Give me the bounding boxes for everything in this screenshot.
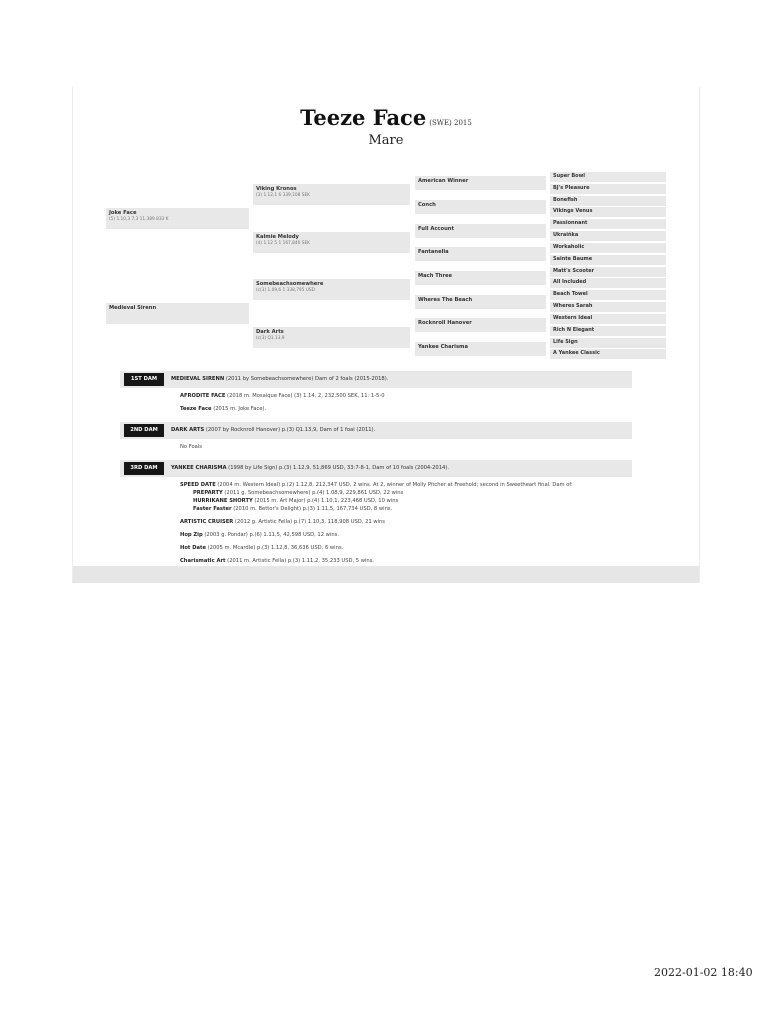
offspring-desc: (2005 m. Mcardle) p.(3) 1.12,8, 36,636 USD, 6 wins. [206,545,344,551]
ancestor-name: All Included [553,279,587,285]
ancestor-name: Life Sign [553,339,578,345]
offspring-name: SPEED DATE [180,482,216,488]
ancestor-record: (5) 1.10,3 7,3 11.389.833 K [109,217,169,222]
ancestor-name: American Winner [418,178,469,184]
dam-description: (2007 by Rocknroll Hanover) p.(3) Q1.13,9, Dam of 1 foal (2011). [204,427,376,433]
ancestor-name: Matt's Scooter [553,268,595,274]
ancestor-name: Fantanella [418,249,449,255]
pedigree-gen4[interactable] [550,278,666,288]
print-timestamp: 2022-01-02 18:40 [654,966,753,979]
pedigree-gen4[interactable] [550,290,666,300]
pedigree-gen4[interactable] [550,219,666,229]
horse-title [73,105,699,130]
ancestor-name: Dark Arts [256,329,284,335]
pedigree-gen4[interactable] [550,172,666,182]
ancestor-name: Sainte Baume [553,256,593,262]
dam-row-2 [120,422,632,439]
pedigree-gen3[interactable] [415,176,546,190]
offspring-entry [193,490,403,496]
ancestor-name: Rich N Elegant [553,327,595,333]
ancestor-name: Workaholic [553,244,585,250]
pedigree-dam[interactable] [106,303,249,324]
pedigree-gen4[interactable] [550,196,666,206]
dam-name: DARK ARTS [171,427,205,433]
pedigree-gen4[interactable] [550,326,666,336]
offspring-entry [180,393,385,399]
pedigree-gen3[interactable] [415,295,546,309]
ancestor-name: Passionnant [553,220,588,226]
offspring-entry [193,498,398,504]
ancestor-name: Beach Towel [553,291,588,297]
offspring-entry [180,532,339,538]
ancestor-name: BJ's Pleasure [553,185,590,191]
pedigree-gen4[interactable] [550,314,666,324]
horse-meta: (SWE) 2015 [429,119,472,127]
ancestor-name: Somebeachsomewhere [256,281,324,287]
ancestor-name: Wheres The Beach [418,297,473,303]
pedigree-gen3[interactable] [415,224,546,238]
horse-name: Teeze Face [300,105,427,130]
ancestor-record: (3) 1.12,1 6 339,108 SEK [256,193,310,198]
pedigree-gen4[interactable] [550,267,666,277]
pedigree-gen4[interactable] [550,231,666,241]
pedigree-gen3[interactable] [415,247,546,261]
ancestor-name: Wheres Sarah [553,303,593,309]
dam-row-1 [120,371,632,388]
offspring-desc: (2011 g. Somebeachsomewhere) p.(4) 1.08,9, 229,861 USD, 22 wins [222,490,404,496]
pedigree-gen4[interactable] [550,302,666,312]
pedigree-gen4[interactable] [550,255,666,265]
ancestor-record: (c(3) 1.09,6 1 338,795 USD [256,288,315,293]
dam-summary [171,465,449,471]
pedigree-gen3[interactable] [415,342,546,356]
ancestor-name: Medieval Sirenn [109,305,157,311]
ancestor-name: Ukraińka [553,232,579,238]
horse-sex: Mare [368,133,404,148]
ancestor-name: A Yankee Classic [553,350,600,356]
offspring-name: Charismatic Art [180,558,226,564]
pedigree-grandparent[interactable] [253,279,410,300]
offspring-entry [180,444,202,450]
ancestor-name: Vikings Venus [553,208,593,214]
ancestor-name: Full Account [418,226,454,232]
ancestor-name: Joke Face [109,210,137,216]
pedigree-grandparent[interactable] [253,184,410,205]
pedigree-sire[interactable] [106,208,249,229]
offspring-desc: (2018 m. Mosaique Face) (3) 1.14, 2, 232,500 SEK, 11: 1-5-0 [225,393,385,399]
offspring-name: HURRIKANE SHORTY [193,498,253,504]
dam-label: 3RD DAM [124,462,164,475]
dam-label: 2ND DAM [124,424,164,437]
dam-summary [171,427,375,433]
dam-summary [171,376,388,382]
offspring-name: Teeze Face [180,406,212,412]
dam-description: (2011 by Somebeachsomewhere) Dam of 2 foals (2015-2018). [224,376,389,382]
offspring-entry [180,545,343,551]
ancestor-name: Rocknroll Hanover [418,320,472,326]
offspring-desc: (2015 m. Art Major) p.(4) 1.10,1, 223,468 USD, 10 wins [252,498,399,504]
offspring-name: ARTISTIC CRUISER [180,519,234,525]
dam-name: MEDIEVAL SIRENN [171,376,225,382]
offspring-desc: (2010 m. Bettor's Delight) p.(3) 1.11,5, 167,734 USD, 8 wins. [231,506,393,512]
offspring-desc: (2011 m. Artistic Fella) p.(3) 1.11,2, 35,233 USD, 5 wins. [225,558,375,564]
dam-label: 1ST DAM [124,373,164,386]
ancestor-record: (c(3) Q1.13,9 [256,336,285,341]
offspring-name: Hop Zip [180,532,203,538]
offspring-name: PREPARTY [193,490,223,496]
offspring-entry [193,506,392,512]
ancestor-name: Western Ideal [553,315,593,321]
ancestor-name: Kalmie Melody [256,234,299,240]
offspring-entry [180,519,385,525]
ancestor-name: Viking Kronos [256,186,297,192]
page-footer-band [73,566,699,583]
offspring-name: Faster Faster [193,506,232,512]
offspring-name: Hot Date [180,545,206,551]
pedigree-gen4[interactable] [550,207,666,217]
ancestor-name: Yankee Charisma [418,344,468,350]
offspring-desc: (2012 g. Artistic Fella) p.(7) 1.10,3, 118,908 USD, 21 wins [233,519,385,525]
pedigree-gen4[interactable] [550,243,666,253]
ancestor-name: Conch [418,202,436,208]
pedigree-gen4[interactable] [550,338,666,348]
pedigree-grandparent[interactable] [253,232,410,253]
pedigree-gen3[interactable] [415,200,546,214]
pedigree-gen3[interactable] [415,271,546,285]
offspring-desc: (2004 m. Western Ideal) p.(2) 1.12,8, 212,347 USD, 2 wins. At 2, winner of Molly Pitcher at Freehold; second in Sweetheart final. Dam of: [215,482,573,488]
offspring-entry [180,406,266,412]
ancestor-name: Bonefish [553,197,578,203]
ancestor-name: Mach Three [418,273,453,279]
pedigree-sheet [72,87,700,583]
dam-description: (1998 by Life Sign) p.(3) 1.12,9, 51,869 USD, 33:7-8-1, Dam of 10 foals (2004-2014). [226,465,449,471]
ancestor-name: Super Bowl [553,173,585,179]
pedigree-gen3[interactable] [415,318,546,332]
ancestor-record: (4) 1.12 5 1 167,840 SEK [256,241,310,246]
offspring-name: AFRODITE FACE [180,393,226,399]
dam-row-3 [120,460,632,477]
pedigree-gen4[interactable] [550,349,666,359]
pedigree-grandparent[interactable] [253,327,410,348]
dam-name: YANKEE CHARISMA [171,465,227,471]
pedigree-gen4[interactable] [550,184,666,194]
offspring-desc: (2015 m. Joke Face). [211,406,267,412]
offspring-entry [180,558,374,564]
offspring-entry [180,482,573,488]
offspring-desc: (2003 g. Pondar) p.(6) 1.11,5, 42,598 USD, 12 wins. [202,532,339,538]
offspring-desc: No Foals [180,444,202,450]
